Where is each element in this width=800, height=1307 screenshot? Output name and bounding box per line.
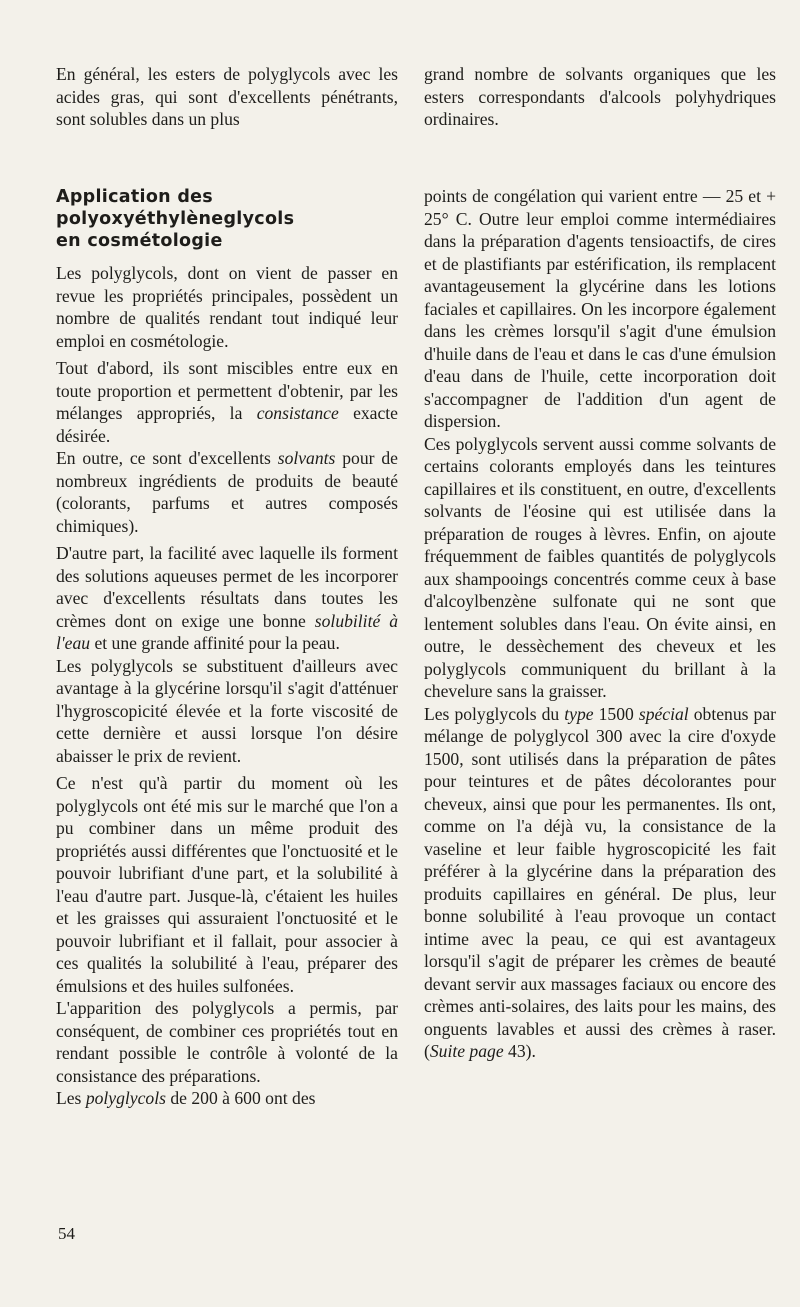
paragraph: points de congélation qui varient entre — 25 et + 25° C. Outre leur emploi comme intermédiaires dans la préparation d'agents tensioactifs, de cires et de plastifiants par estérification, ils remplacent avantageusement la glycérine dans les lotions faciales et capillaires. On les incorpore également dans les crèmes lorsqu'il s'agit d'une émulsion d'huile dans de l'eau et dans le cas d'une émulsion d'eau dans de l'huile, cette incorporation doit s'accompagner de l'addition d'un agent de dispersion. bbox=[424, 186, 776, 431]
emphasis: consistance bbox=[256, 403, 339, 423]
paragraph: L'apparition des polyglycols a permis, par conséquent, de combiner ces propriétés tout en rendant possible le contrôle à volonté de la consistance des préparations. bbox=[56, 998, 398, 1086]
heading-line: polyoxyéthylèneglycols bbox=[56, 209, 295, 229]
right-column-intro bbox=[424, 63, 776, 131]
paragraph: En général, les esters de polyglycols avec les acides gras, qui sont d'excellents pénétrants, sont solubles dans un plus bbox=[56, 64, 398, 129]
section-heading bbox=[56, 186, 356, 269]
emphasis: solvants bbox=[277, 448, 336, 468]
emphasis: spécial bbox=[638, 703, 689, 724]
paragraph: En outre, ce sont d'excellents solvants pour de nombreux ingrédients de produits de beauté (colorants, parfums et autres composés chimiques). bbox=[56, 448, 398, 536]
emphasis: polyglycols bbox=[85, 1088, 166, 1108]
paragraph: grand nombre de solvants organiques que les esters correspondants d'alcools polyhydriques ordinaires. bbox=[424, 64, 776, 129]
heading-line: en cosmétologie bbox=[56, 231, 223, 251]
paragraph: Les polyglycols de 200 à 600 ont des bbox=[56, 1088, 316, 1108]
paragraph: Tout d'abord, ils sont miscibles entre eux en toute proportion et permettent d'obtenir, par les mélanges appropriés, la consistance exacte désirée. bbox=[56, 358, 398, 446]
page-number: 54 bbox=[58, 1224, 75, 1243]
paragraph: Les polyglycols, dont on vient de passer en revue les propriétés principales, possèdent un nombre de qualités rendant tout indiqué leur emploi en cosmétologie. bbox=[56, 263, 398, 351]
heading-line: Application des bbox=[56, 187, 214, 207]
paragraph: Ce n'est qu'à partir du moment où les polyglycols ont été mis sur le marché que l'on a pu combiner dans un même produit des propriétés aussi différentes que l'onctuosité et le pouvoir lubrifiant d'une part, et la solubilité à l'eau d'autre part. Jusque-là, c'étaient les huiles et les graisses qui assuraient l'onctuosité et le pouvoir lubrifiant et il fallait, pour associer à ces qualités la solubilité à l'eau, préparer des émulsions et des huiles sulfonées. bbox=[56, 773, 398, 996]
continuation-reference: Suite page bbox=[429, 1041, 504, 1061]
left-column-body bbox=[56, 262, 398, 1110]
paragraph: D'autre part, la facilité avec laquelle ils forment des solutions aqueuses permet de les incorporer avec d'excellents résultats dans toutes les crèmes dont on exige une bonne solubilité à l'eau et une grande affinité pour la peau. bbox=[56, 543, 398, 653]
paragraph: Les polyglycols se substituent d'ailleurs avec avantage à la glycérine lorsqu'il s'agit d'atténuer l'hygroscopicité élevée et la forte viscosité de cette dernière et aussi lorsque l'on désire abaisser le prix de revient. bbox=[56, 655, 398, 766]
paragraph: Les polyglycols du type 1500 spécial obtenus par mélange de polyglycol 300 avec la cire d'oxyde 1500, sont utilisés dans la préparation de pâtes pour teintures et de pâtes décolorantes pour cheveux, ainsi que pour les permanentes. Ils ont, comme on l'a déjà vu, la consistance de la vaseline et leur faible hygroscopicité les fait préférer à la glycérine dans la préparation des produits capillaires en général. De plus, leur bonne solubilité à l'eau provoque un contact intime avec la peau, ce qui est avantageux lorsqu'il s'agit de préparer les crèmes de beauté devant servir aux massages faciaux ou encore des crèmes anti-solaires, des laits pour les mains, des onguents lavables et aussi des crèmes à raser. (Suite page 43). bbox=[424, 703, 776, 1061]
paragraph: Ces polyglycols servent aussi comme solvants de certains colorants employés dans les teintures capillaires et ils constituent, en outre, d'excellents solvants de l'éosine qui est utilisée dans la préparation de rouges à lèvres. Enfin, on ajoute fréquemment de faibles quantités de polyglycols aux shampooings concentrés comme ceux à base d'alcoylbenzène sulfonate qui ne sont que lentement solubles dans l'eau. On évite ainsi, en outre, le dessèchement des cheveux et les polyglycols communiquent du brillant à la chevelure sans la graisser. bbox=[424, 433, 776, 701]
left-column-intro bbox=[56, 63, 398, 131]
emphasis: type bbox=[564, 703, 594, 724]
emphasis: solubilité à l'eau bbox=[56, 610, 398, 653]
right-column-body bbox=[424, 185, 776, 1063]
